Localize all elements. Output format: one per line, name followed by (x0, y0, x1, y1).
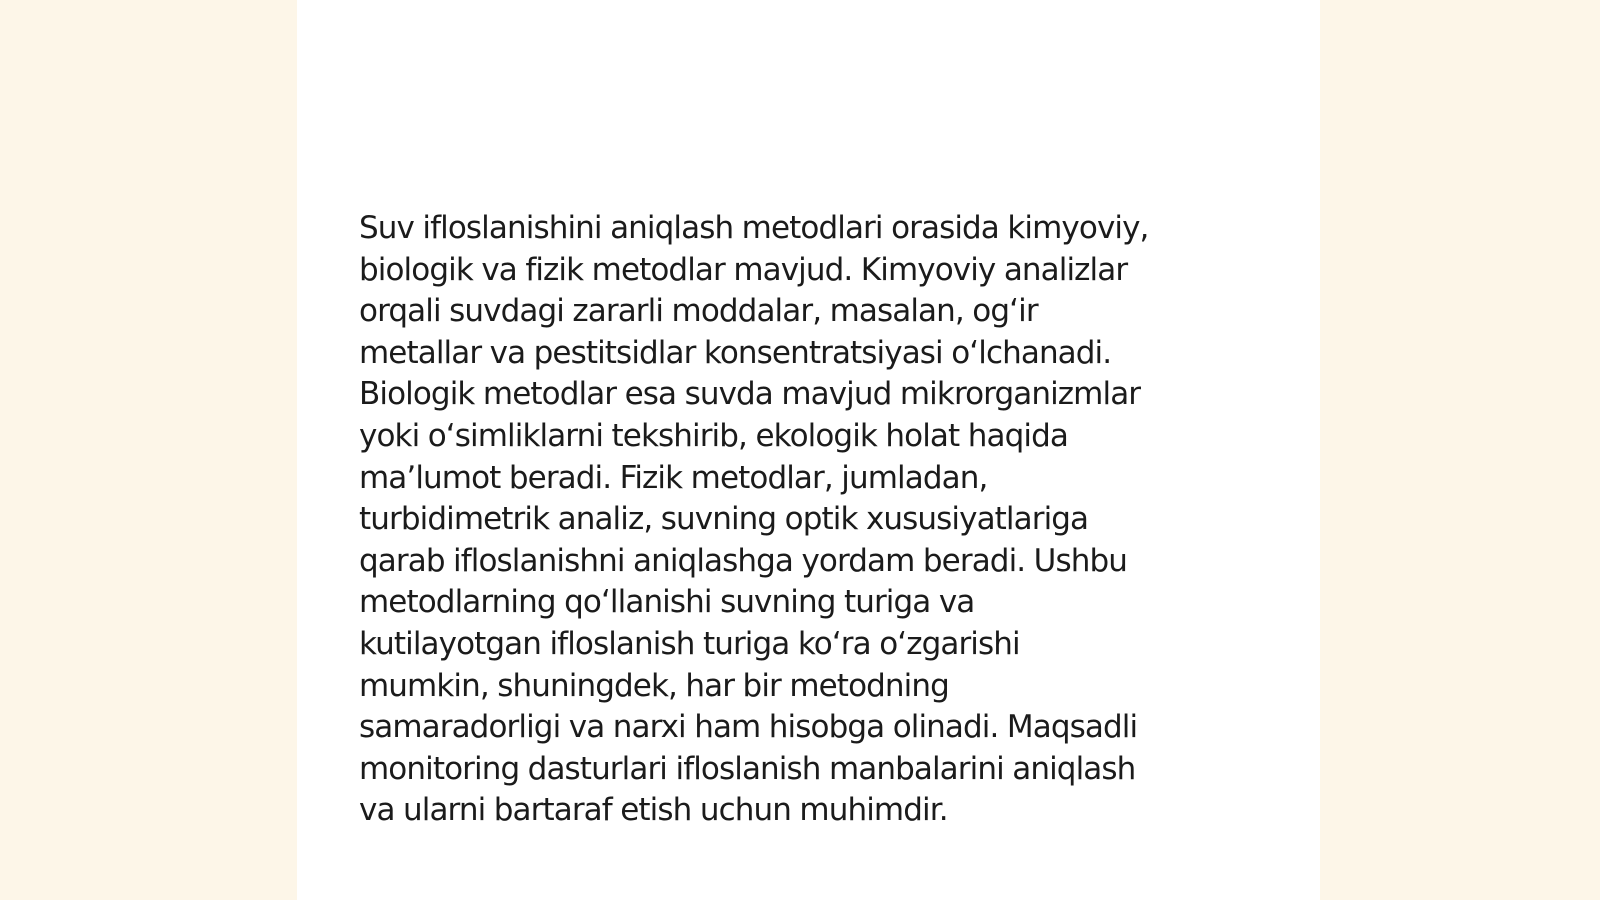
right-margin-panel (1320, 0, 1600, 900)
slide-canvas (297, 0, 1320, 900)
left-margin-panel (0, 0, 297, 900)
slide-body-text: Suv ifloslanishini aniqlash metodlari orasida kimyoviy, biologik va fizik metodlar mavjud. Kimyoviy analizlar orqali suvdagi zararli moddalar, masalan, og‘ir metallar va pestitsidlar konsentratsiyasi o‘lchanadi. Biologik metodlar esa suvda mavjud mikrorganizmlar yoki o‘simliklarni tekshirib, ekologik holat haqida ma’lumot beradi. Fizik metodlar, jumladan, turbidimetrik analiz, suvning optik xususiyatlariga qarab ifloslanishni aniqlashga yordam beradi. Ushbu metodlarning qo‘llanishi suvning turiga va kutilayotgan ifloslanish turiga ko‘ra o‘zgarishi mumkin, shuningdek, har bir metodning samaradorligi va narxi ham hisobga olinadi. Maqsadli monitoring dasturlari ifloslanish manbalarini aniqlash va ularni bartaraf etish uchun muhimdir. (359, 210, 1149, 829)
